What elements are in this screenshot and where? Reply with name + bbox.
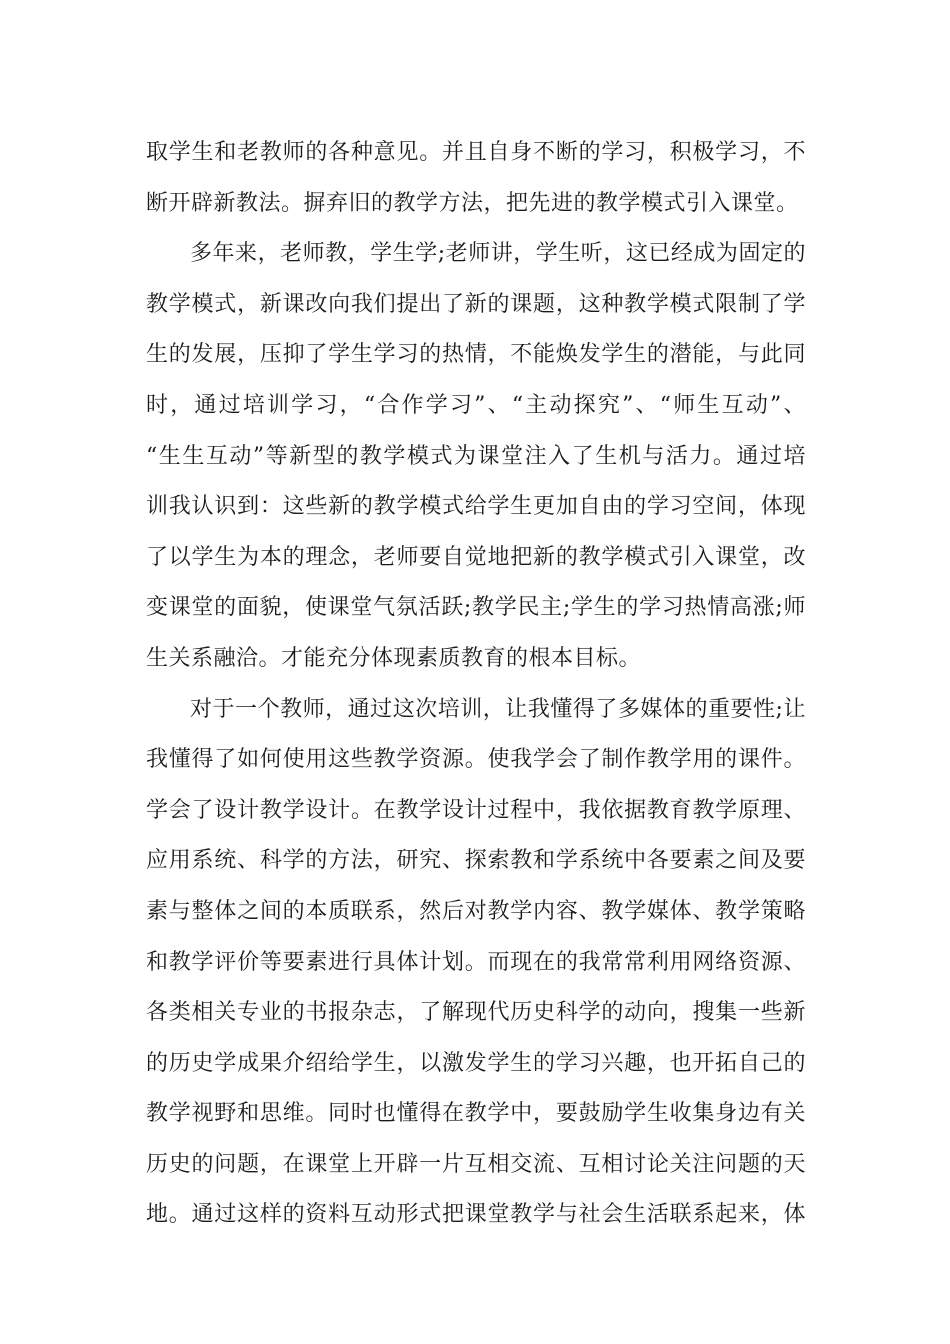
text-line: 取学生和老教师的各种意见。并且自身不断的学习，积极学习，不 [146,140,806,165]
paragraph-3 [146,685,806,1242]
text-line: 的历史学成果介绍给学生，以激发学生的学习兴趣，也开拓自己的 [146,1050,806,1076]
text-line: 各类相关专业的书报杂志，了解现代历史科学的动向，搜集一些新 [146,1000,806,1026]
text-line: 训我认识到：这些新的教学模式给学生更加自由的学习空间，体现 [146,494,806,520]
text-line: “生生互动”等新型的教学模式为课堂注入了生机与活力。通过培 [146,443,806,469]
text-line: 和教学评价等要素进行具体计划。而现在的我常常利用网络资源、 [146,949,806,975]
text-line: 素与整体之间的本质联系，然后对教学内容、教学媒体、教学策略 [146,898,806,924]
text-line: 断开辟新教法。摒弃旧的教学方法，把先进的教学模式引入课堂。 [146,190,799,216]
text-line: 对于一个教师，通过这次培训，让我懂得了多媒体的重要性;让 [190,696,806,722]
document-body [146,128,806,1241]
text-line: 学会了设计教学设计。在教学设计过程中，我依据教育教学原理、 [146,797,806,823]
text-line: 生关系融洽。才能充分体现素质教育的根本目标。 [146,645,642,671]
text-line: 时，通过培训学习，“合作学习”、“主动探究”、“师生互动”、 [146,392,806,418]
text-line: 地。通过这样的资料互动形式把课堂教学与社会生活联系起来，体 [146,1202,806,1228]
paragraph-2 [146,229,806,684]
text-line: 教学视野和思维。同时也懂得在教学中，要鼓励学生收集身边有关 [146,1101,806,1127]
text-line: 多年来，老师教，学生学;老师讲，学生听，这已经成为固定的 [190,241,806,267]
text-line: 了以学生为本的理念，老师要自觉地把新的教学模式引入课堂，改 [146,544,806,570]
text-line: 我懂得了如何使用这些教学资源。使我学会了制作教学用的课件。 [146,747,806,773]
text-line: 应用系统、科学的方法，研究、探索教和学系统中各要素之间及要 [146,848,806,874]
text-line: 教学模式，新课改向我们提出了新的课题，这种教学模式限制了学 [146,291,806,317]
text-line: 生的发展，压抑了学生学习的热情，不能焕发学生的潜能，与此同 [146,342,806,368]
text-line: 变课堂的面貌，使课堂气氛活跃;教学民主;学生的学习热情高涨;师 [146,595,806,621]
paragraph-1 [146,128,806,229]
text-line: 历史的问题，在课堂上开辟一片互相交流、互相讨论关注问题的天 [146,1151,806,1177]
